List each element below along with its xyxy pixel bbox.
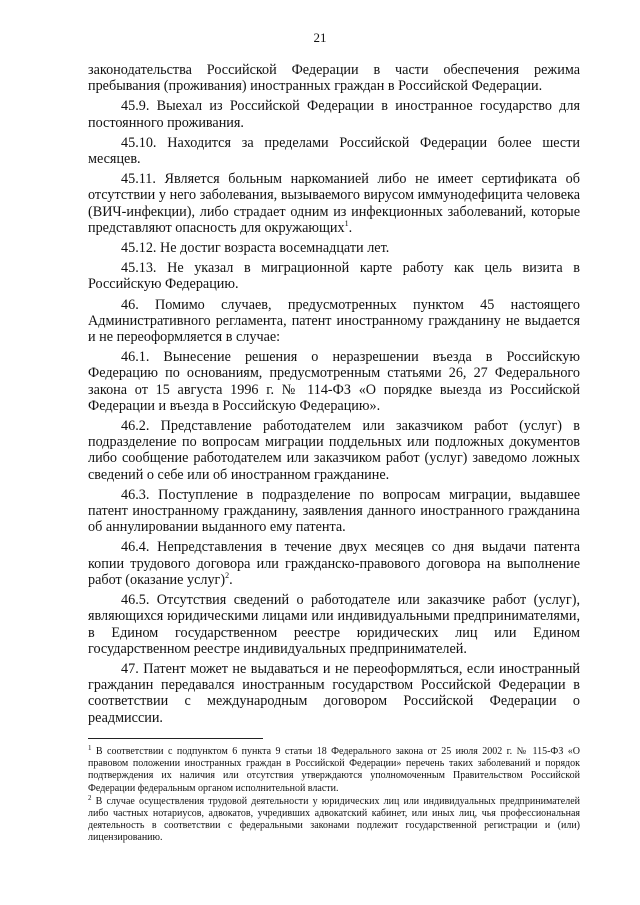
footnote-2: $^2$ В случае осуществления трудовой деятельности у юридических лиц или индивидуальных предпринимателей либо частных нотариусов, адвокатов, учредивших адвокатский кабинет, или иных лиц, чья профессиональная деятельность в соответствии с федеральными законами подлежит государственной регистрации и (или) лицензированию. bbox=[88, 793, 580, 844]
footnote-divider bbox=[88, 738, 263, 739]
paragraph-46-3: 46.3. Поступление в подразделение по вопросам миграции, выдавшее патент иностранному гражданину, заявления данного иностранного гражданина об аннулировании выданного ему патента. bbox=[88, 486, 580, 536]
footnotes bbox=[88, 746, 580, 846]
footnote-ref-1: 1 bbox=[344, 218, 349, 228]
paragraph-45-10: 45.10. Находится за пределами Российской Федерации более шести месяцев. bbox=[88, 134, 580, 168]
paragraph-45-11: 45.11. Является больным наркоманией либо не имеет сертификата об отсутствии у него заболевания, вызываемого вирусом иммунодефицита человека (ВИЧ-инфекции), либо страдает одним из инфекционных заболеваний, которые представляют опасность для окружающих$^1$. bbox=[88, 171, 580, 236]
paragraph-46-1: 46.1. Вынесение решения о неразрешении въезда в Российскую Федерацию по основаниям, предусмотренным статьями 26, 27 Федерального закона от 15 августа 1996 г. № 114-ФЗ «О порядке выезда из Российской Федерации и въезда в Российскую Федерацию». bbox=[88, 349, 580, 414]
page-number: 21 bbox=[313, 30, 327, 45]
paragraph-45-9: 45.9. Выехал из Российской Федерации в иностранное государство для постоянного проживания. bbox=[88, 98, 580, 131]
paragraph-46: 46. Помимо случаев, предусмотренных пунктом 45 настоящего Административного регламента, патент иностранному гражданину не выдается и не переоформляется в случае: bbox=[88, 296, 580, 346]
document-body bbox=[88, 62, 580, 730]
paragraph-46-5: 46.5. Отсутствия сведений о работодателе или заказчике работ (услуг), являющихся юридическими лицами или индивидуальными предпринимателями, в Едином государственном реестре юридических лиц или Едином государственном реестре индивидуальных предпринимателей. bbox=[88, 592, 580, 657]
paragraph-45-12: 45.12. Не достиг возраста восемнадцати лет. bbox=[121, 240, 390, 257]
paragraph-45-13: 45.13. Не указал в миграционной карте работу как цель визита в Российскую Федерацию. bbox=[88, 260, 580, 293]
paragraph-continuation: законодательства Российской Федерации в части обеспечения режима пребывания (проживания) иностранных граждан в Российской Федерации. bbox=[88, 62, 580, 95]
paragraph-46-2: 46.2. Представление работодателем или заказчиком работ (услуг) в подразделение по вопросам миграции поддельных или подложных документов либо сообщение работодателем или заказчиком работ (услуг) заведомо ложных сведений о себе или об иностранном гражданине. bbox=[88, 418, 580, 483]
footnote-ref-2: 2 bbox=[225, 570, 230, 580]
paragraph-47: 47. Патент может не выдаваться и не переоформляться, если иностранный гражданин передавался иностранным государством Российской Федерации в соответствии с международным договором Российской Федерации о реадмиссии. bbox=[88, 660, 580, 726]
footnote-1: $^1$ В соответствии с подпунктом 6 пункта 9 статьи 18 Федерального закона от 25 июля 2002 г. № 115-ФЗ «О правовом положении иностранных граждан в Российской Федерации» перечень таких заболеваний и порядок подтверждения их наличия или отсутствия утверждаются уполномоченным Правительством Российской Федерации федеральным органом исполнительной власти. bbox=[88, 744, 580, 794]
paragraph-46-4: 46.4. Непредставления в течение двух месяцев со дня выдачи патента копии трудового договора или гражданско-правового договора на выполнение работ (оказание услуг)$^2$. bbox=[88, 539, 580, 588]
